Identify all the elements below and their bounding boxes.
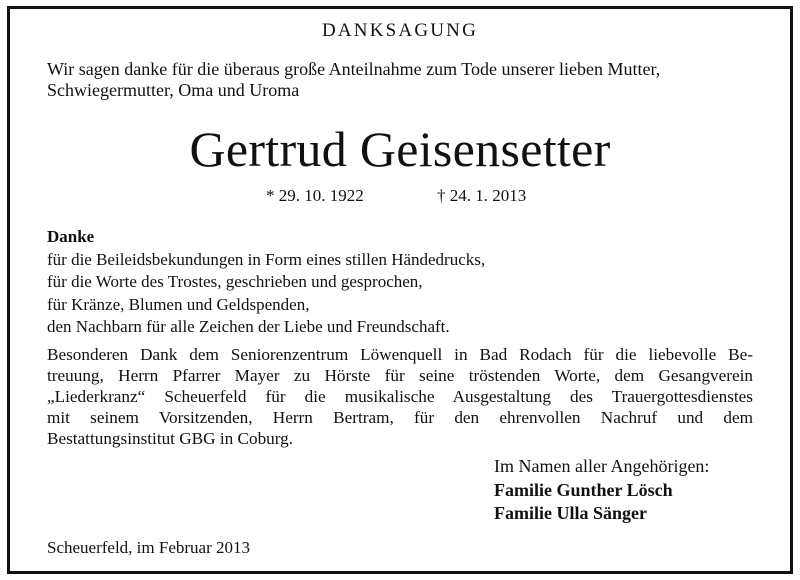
intro-text: [47, 59, 660, 101]
paragraph-line: Besonderen Dank dem Seniorenzentrum Löwenquell in Bad Rodach für die liebevolle Be-: [47, 345, 753, 364]
intro-line: Schwiegermutter, Oma und Uroma: [47, 80, 300, 100]
thanks-line: für die Worte des Trostes, geschrieben und gesprochen,: [47, 272, 423, 291]
thanks-line: für Kränze, Blumen und Geldspenden,: [47, 295, 310, 314]
paragraph-line: treuung, Herrn Pfarrer Mayer zu Hörste für seine tröstenden Worte, dem Gesangverein: [47, 366, 753, 385]
thanks-line: für die Beileidsbekundungen in Form eines stillen Händedrucks,: [47, 250, 486, 269]
notice-heading: DANKSAGUNG: [321, 20, 479, 41]
signature-lead: Im Namen aller Angehörigen:: [494, 456, 710, 476]
paragraph-line: Bestattungsinstitut GBG in Coburg.: [47, 429, 294, 448]
thanks-heading: Danke: [47, 227, 95, 246]
death-date: † 24. 1. 2013: [437, 186, 527, 205]
thanks-line: den Nachbarn für alle Zeichen der Liebe und Freundschaft.: [47, 317, 450, 336]
family-signature: Familie Gunther Lösch: [494, 480, 673, 500]
family-signature: Familie Ulla Sänger: [494, 503, 647, 523]
birth-date: * 29. 10. 1922: [266, 186, 364, 205]
deceased-name: Gertrud Geisensetter: [189, 121, 611, 177]
paragraph-line: „Liederkranz“ Scheuerfeld für die musikalische Ausgestaltung des Trauergottesdienstes: [47, 387, 753, 406]
paragraph-line: mit seinem Vorsitzenden, Herrn Bertram, für den ehrenvollen Nachruf und dem: [47, 408, 753, 427]
place-date: Scheuerfeld, im Februar 2013: [47, 538, 250, 557]
intro-line: Wir sagen danke für die überaus große Anteilnahme zum Tode unserer lieben Mutter,: [47, 59, 661, 79]
special-thanks-paragraph: [47, 344, 753, 449]
